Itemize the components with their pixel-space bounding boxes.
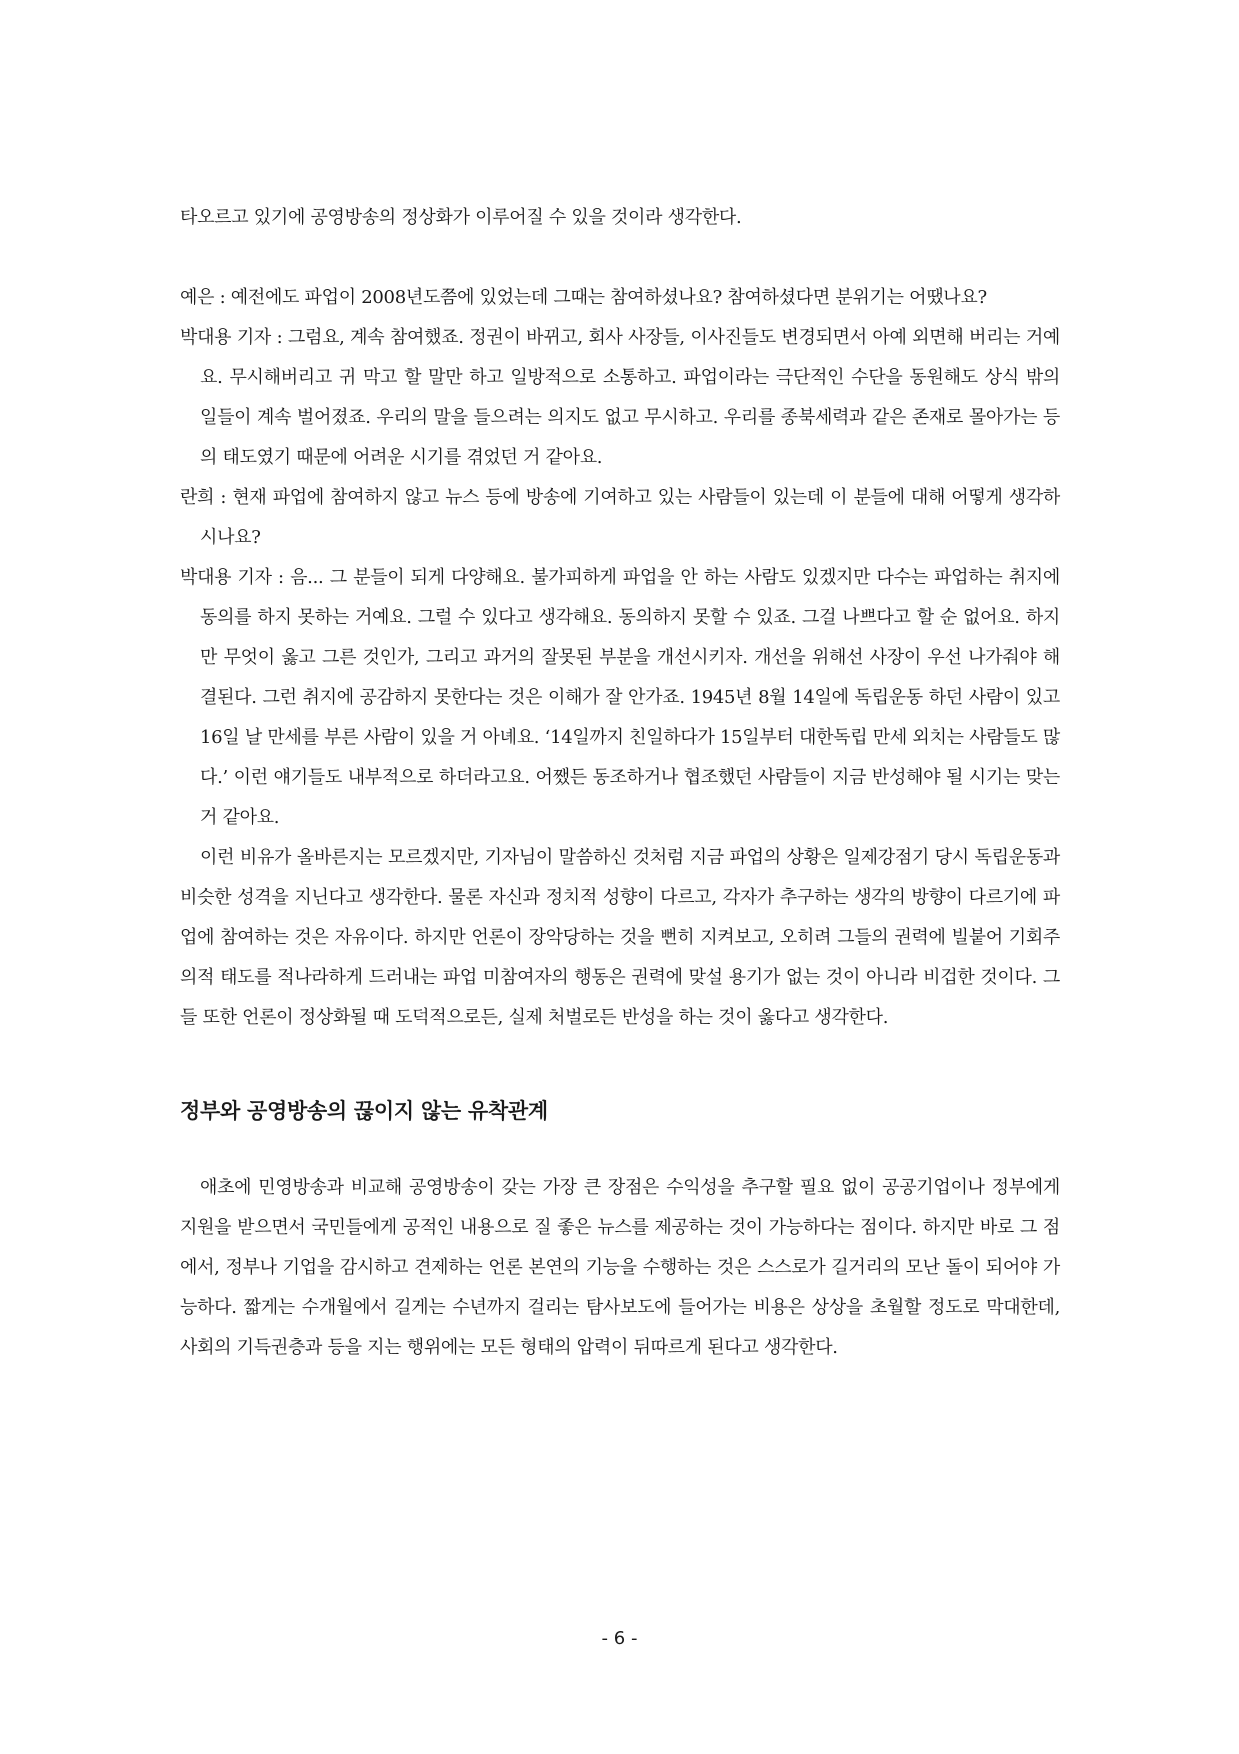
section-heading: 정부와 공영방송의 끊이지 않는 유착관계 — [180, 1099, 548, 1123]
document-page — [180, 198, 1060, 1368]
section-body-paragraph: 애초에 민영방송과 비교해 공영방송이 갖는 가장 큰 장점은 수익성을 추구할 필요 없이 공공기업이나 정부에게 지원을 받으면서 국민들에게 공적인 내용으로 질 좋은 뉴스를 제공하는 것이 가능하다는 점이다. 하지만 바로 그 점에서, 정부나 기업을 감시하고 견제하는 언론 본연의 기능을 수행하는 것은 스스로가 길거리의 모난 돌이 되어야 가능하다. 짧게는 수개월에서 길게는 수년까지 걸리는 탐사보도에 들어가는 비용은 상상을 초월할 정도로 막대한데, 사회의 기득권층과 등을 지는 행위에는 모든 형태의 압력이 뒤따르게 된다고 생각한다. — [180, 1177, 1060, 1358]
interview-answer-2: 박대용 기자 : 음... 그 분들이 되게 다양해요. 불가피하게 파업을 안 하는 사람도 있겠지만 다수는 파업하는 취지에 동의를 하지 못하는 거예요. 그럴 수 있다고 생각해요. 동의하지 못할 수 있죠. 그걸 나쁘다고 할 순 없어요. 하지만 무엇이 옳고 그른 것인가, 그리고 과거의 잘못된 부분을 개선시키자. 개선을 위해선 사장이 우선 나가줘야 해결된다. 그런 취지에 공감하지 못한다는 것은 이해가 잘 안가죠. 1945년 8월 14일에 독립운동 하던 사람이 있고 16일 날 만세를 부른 사람이 있을 거 아녜요. ‘14일까지 친일하다가 15일부터 대한독립 만세 외치는 사람들도 많다.’ 이런 얘기들도 내부적으로 하더라고요. 어쨌든 동조하거나 협조했던 사람들이 지금 반성해야 될 시기는 맞는거 같아요. — [180, 567, 1060, 828]
analogy-paragraph: 이런 비유가 올바른지는 모르겠지만, 기자님이 말씀하신 것처럼 지금 파업의 상황은 일제강점기 당시 독립운동과 비슷한 성격을 지닌다고 생각한다. 물론 자신과 정치적 성향이 다르고, 각자가 추구하는 생각의 방향이 다르기에 파업에 참여하는 것은 자유이다. 하지만 언론이 장악당하는 것을 뻔히 지켜보고, 오히려 그들의 권력에 빌붙어 기회주의적 태도를 적나라하게 드러내는 파업 미참여자의 행동은 권력에 맞설 용기가 없는 것이 아니라 비겁한 것이다. 그들 또한 언론이 정상화될 때 도덕적으로든, 실제 처벌로든 반성을 하는 것이 옳다고 생각한다. — [180, 847, 1060, 1028]
interview-answer-1: 박대용 기자 : 그럼요, 계속 참여했죠. 정권이 바뀌고, 회사 사장들, 이사진들도 변경되면서 아예 외면해 버리는 거예요. 무시해버리고 귀 막고 할 말만 하고 일방적으로 소통하고. 파업이라는 극단적인 수단을 동원해도 상식 밖의 일들이 계속 벌어졌죠. 우리의 말을 들으려는 의지도 없고 무시하고. 우리를 종북세력과 같은 존재로 몰아가는 등의 태도였기 때문에 어려운 시기를 겪었던 거 같아요. — [180, 327, 1060, 468]
intro-paragraph: 타오르고 있기에 공영방송의 정상화가 이루어질 수 있을 것이라 생각한다. — [180, 207, 742, 228]
interview-question-2: 란희 : 현재 파업에 참여하지 않고 뉴스 등에 방송에 기여하고 있는 사람들이 있는데 이 분들에 대해 어떻게 생각하시나요? — [180, 487, 1060, 548]
interview-question-1: 예은 : 예전에도 파업이 2008년도쯤에 있었는데 그때는 참여하셨나요? 참여하셨다면 분위기는 어땠나요? — [180, 287, 987, 308]
page-number: - 6 - — [601, 1628, 638, 1649]
interview-block — [180, 278, 1060, 838]
